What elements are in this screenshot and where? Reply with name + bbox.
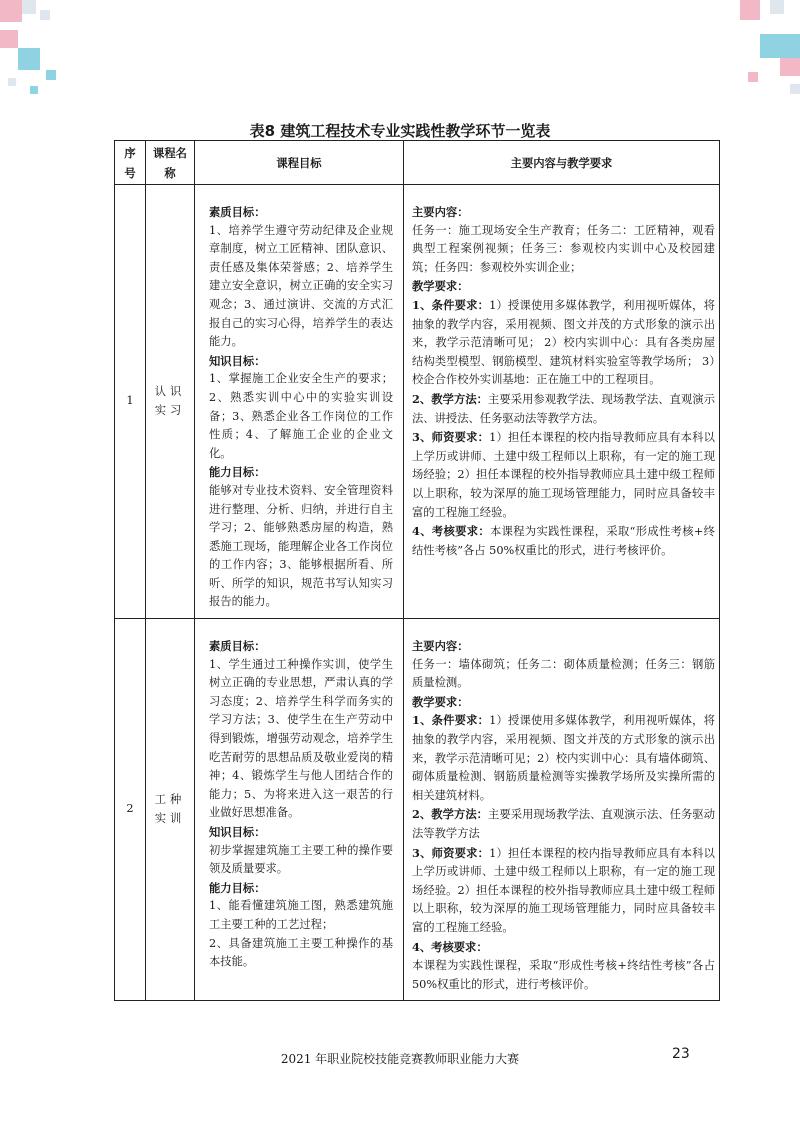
section-heading: 教学要求： <box>412 279 469 294</box>
course-name-cell <box>146 619 195 1001</box>
section-heading: 素质目标： <box>209 205 266 219</box>
practice-teaching-table <box>114 140 720 1001</box>
decor-square <box>0 0 22 22</box>
paragraph: 1、掌握施工企业安全生产的要求；2、熟悉实训中心中的实验实训设备；3、熟悉企业各工作岗位的工作性质；4、了解施工企业的企业文化。 <box>209 372 393 460</box>
row-number-text: 1 <box>126 394 134 408</box>
row-number <box>115 619 146 1001</box>
section-heading: 能力目标： <box>209 880 266 895</box>
requirement-text: 1）担任本课程的校内指导教师应具有本科以上学历或讲师、土建中级工程师以上职称，有一定的施工现场经验；2）担任本课程的校外指导教师应具土建中级工程师以上职称，较为深厚的施工现场管理能力，同时应具备较丰富的工程施工经验。 <box>412 431 715 519</box>
requirement-label: 1、条件要求： <box>412 713 490 728</box>
requirement-text: 本课程为实践性课程，采取“形成性考核+终结性考核”各占 50%权重比的形式，进行考核评价。 <box>412 525 715 557</box>
requirement-label: 2、教学方法： <box>412 391 489 406</box>
requirement-label: 3、师资要求： <box>412 430 490 445</box>
header-course: 课程名称 <box>146 141 195 185</box>
course-goal-cell <box>195 619 404 1001</box>
course-name-cell <box>146 185 195 619</box>
table-title: 表8 建筑工程技术专业实践性教学环节一览表 <box>249 122 551 140</box>
paragraph: 能够对专业技术资料、安全管理资料进行整理、分析、归纳，并进行自主学习；2、能够熟悉房屋的构造，熟悉施工现场，能理解企业各工作岗位的工作内容；3、能够根据所看、所听、所学的知识，规范书写认知实习报告的能力。 <box>209 483 393 609</box>
decor-square <box>30 86 38 94</box>
requirement-item <box>412 296 715 390</box>
requirement-text: 1）担任本课程的校内指导教师应具有本科以上学历或讲师、土建中级工程师以上职称，有一定的施工现场经验。2）担任本课程的校外指导教师应具土建中级工程师以上职称，较为深厚的施工现场管理能力，同时应具备较丰富的工程施工经验。 <box>412 846 715 934</box>
paragraph: 1、培养学生遵守劳动纪律及企业规章制度，树立工匠精神、团队意识、责任感及集体荣誉感；2、培养学生建立安全意识，树立正确的安全实习观念；3、通过演讲、交流的方式汇报自己的实习心得，培养学生的表达能力。 <box>209 223 393 349</box>
section-heading: 教学要求： <box>412 694 469 709</box>
requirement-text: 主要采用现场教学法、直观演示法、任务驱动法等教学方法 <box>412 808 715 840</box>
section-heading: 知识目标： <box>209 353 266 368</box>
requirement-item <box>412 390 715 428</box>
decor-square <box>22 0 36 14</box>
header-seq: 序号 <box>115 141 146 185</box>
requirement-label: 4、考核要求： <box>412 524 490 539</box>
decor-square <box>790 84 800 94</box>
section-heading: 素质目标： <box>209 639 266 654</box>
section-heading: 主要内容： <box>412 205 469 219</box>
paragraph: 任务一：施工现场安全生产教育；任务二：工匠精神，观看典型工程案例视频；任务三：参观校内实训中心及校园建筑；任务四：参观校外实训企业； <box>412 223 715 274</box>
decor-square <box>0 30 18 48</box>
header-goal: 课程目标 <box>195 141 404 185</box>
paragraph: 2、具备建筑施工主要工种操作的基本技能。 <box>209 936 393 969</box>
table-header-row <box>115 141 720 185</box>
requirement-label: 1、条件要求： <box>412 297 490 312</box>
requirement-label: 3、师资要求： <box>412 845 490 860</box>
requirement-text: 1）授课使用多媒体教学，利用视听媒体，将抽象的教学内容，采用视频、图文并茂的方式形象的演示出来，教学示范清晰可见； 2）校内实训中心：具有各类房屋结构类型模型、钢筋模型、建筑材料实验室等教学场所； 3）校企合作校外实训基地：正在施工中的工程项目。 <box>412 298 715 387</box>
decor-square <box>46 70 56 80</box>
paragraph: 本课程为实践性课程，采取“形成性考核+终结性考核”各占 50%权重比的形式，进行考核评价。 <box>412 959 715 991</box>
decor-square <box>770 0 784 14</box>
row-number-text: 2 <box>126 802 134 816</box>
decor-square <box>740 0 760 20</box>
header-content: 主要内容与教学要求 <box>404 141 720 185</box>
paragraph: 初步掌握建筑施工主要工种的操作要领及质量要求。 <box>209 843 393 876</box>
course-goal-cell <box>195 185 404 619</box>
course-name: 工种实训 <box>154 793 186 825</box>
page-footer: 2021 年职业院校技能竞赛教师职业能力大赛 <box>280 1052 520 1066</box>
table-row <box>115 619 720 1001</box>
section-heading: 知识目标： <box>209 825 266 839</box>
requirement-text: 主要采用参观教学法、现场教学法、直观演示法、讲授法、任务驱动法等教学方法。 <box>412 392 715 425</box>
page-number: 23 <box>672 1046 690 1062</box>
course-content-cell <box>404 619 720 1001</box>
decor-square <box>748 72 758 82</box>
paragraph: 任务一：墙体砌筑；任务二：砌体质量检测；任务三：钢筋质量检测。 <box>412 657 715 690</box>
decor-square <box>40 10 50 20</box>
row-number <box>115 185 146 619</box>
requirement-item <box>412 938 715 958</box>
table-row <box>115 185 720 619</box>
decor-square <box>760 34 800 58</box>
course-content-cell <box>404 185 720 619</box>
paragraph: 1、能看懂建筑施工图，熟悉建筑施工主要工种的工艺过程； <box>209 899 393 931</box>
decor-square <box>18 48 40 70</box>
requirement-item <box>412 844 715 938</box>
requirement-item <box>412 805 715 843</box>
requirement-text: 1）授课使用多媒体教学，利用视听媒体，将抽象的教学内容，采用视频、图文并茂的方式形象的演示出来，教学示范清晰可见；2）校内实训中心：具有墙体砌筑、砌体质量检测、钢筋质量检测等实操教学场所及实操所需的相关建筑材料。 <box>412 714 715 802</box>
requirement-item <box>412 711 715 805</box>
section-heading: 主要内容： <box>412 639 469 654</box>
section-heading: 能力目标： <box>209 465 266 480</box>
requirement-label: 4、考核要求： <box>412 939 488 954</box>
requirement-item <box>412 522 715 560</box>
paragraph: 1、学生通过工种操作实训，使学生树立正确的专业思想，严肃认真的学习态度；2、培养学生科学而务实的学习方法；3、使学生在生产劳动中得到锻炼，增强劳动观念，培养学生吃苦耐劳的思想品质及敬业爱岗的精神；4、锻炼学生与他人团结合作的能力；5、为将来进入这一艰苦的行业做好思想准备。 <box>209 657 393 820</box>
course-name: 认识实习 <box>154 384 186 417</box>
decor-square <box>8 78 16 86</box>
requirement-label: 2、教学方法： <box>412 807 489 822</box>
decor-square <box>780 58 800 76</box>
requirement-item <box>412 428 715 522</box>
